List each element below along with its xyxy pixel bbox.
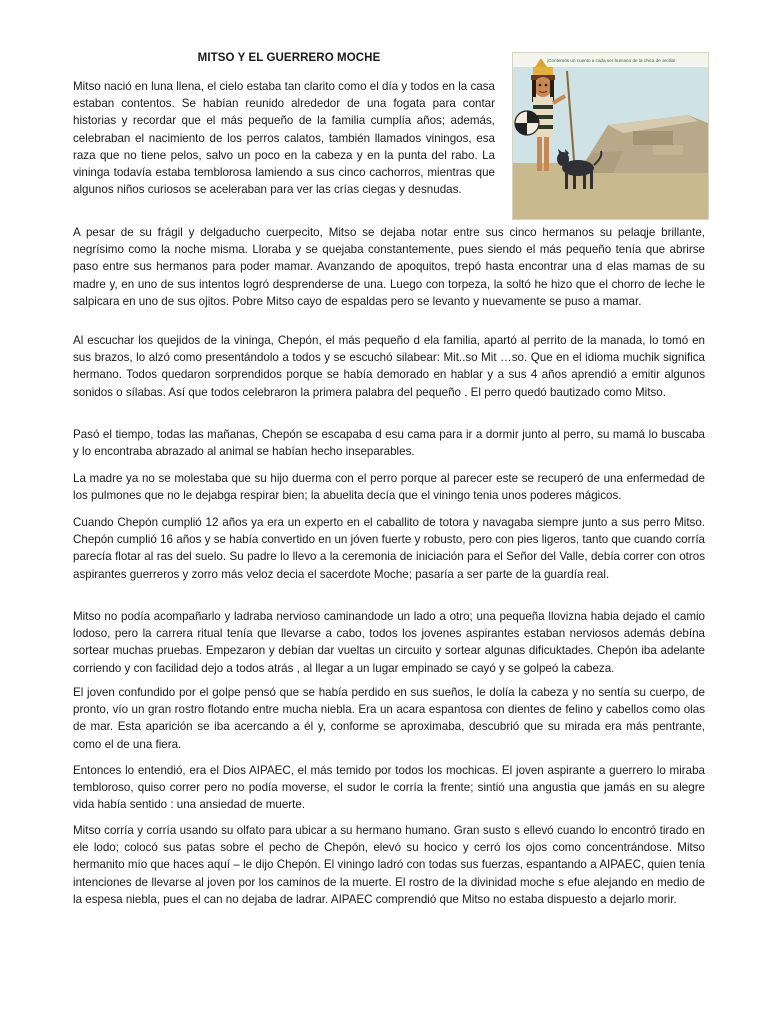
paragraph-8: El joven confundido por el golpe pensó que se había perdido en sus sueños, le dolía la cabeza y no sentía su cuerpo, de pronto, vío un gran rostro flotando entre mucha niebla. Era un acara espantosa con dientes de felino y cabellos como olas de mar. Esta aparición se iba acercando a él y, conforme se aproximaba, descubrió que su mirada era más pentrante, como el de una fiera. (73, 686, 705, 751)
paragraph-5: La madre ya no se molestaba que su hijo duerma con el perro porque al parecer este se recuperó de una enfermedad de los pulmones que no le dejabga respirar bien; la abuelita decía que el viningo tenia unos poderes mágicos. (73, 472, 705, 503)
paragraph-9: Entonces lo entendió, era el Dios AIPAEC, el más temido por todos los mochicas. El joven aspirante a guerrero lo miraba tembloroso, quiso correr pero no podía moverse, el sudor le corría la frente; sintió una angustia que jamás en su alegre vida había sentido : una ansiedad de muerte. (73, 764, 705, 812)
paragraph-6: Cuando Chepón cumplió 12 años ya era un experto en el caballito de totora y navagaba siempre junto a sus perro Mitso. Chepón cumplió 16 años y se había convertido en un jóven fuerte y robusto, pero con pies ligeros, tanto que cuando corría parecía flotar al ras del suelo. Su padre lo llevo a la ceremonia de iniciación para el Señor del Valle, debía correr con otros aspirantes guerreros y zorro más veloz decia el sacerdote Moche; pasaría a ser parte de la guardía real. (73, 516, 705, 581)
story-illustration (512, 52, 709, 220)
paragraph-7: Mitso no podía acompañarlo y ladraba nervioso caminandode un lado a otro; una pequeña llovizna habia dejado el camio lodoso, pero la carrera ritual tenía que llevarse a cabo, todos los jovenes aspirantes estaban nerviosos además debína sortear muchas pruebas. Empezaron y debían dar vueltas un circuito y sortear algunas dificuktades. Chepón iba adelante corriendo y con facilidad dejo a todos atrás , al llegar a un lugar empinado se cayó y se golpeó la cabeza. (73, 610, 705, 675)
paragraph-10: Mitso corría y corría usando su olfato para ubicar a su hermano humano. Gran susto s ellevó cuando lo encontró tirado en ele lodo; colocó sus patas sobre el pecho de Chepón, elevó su hocico y cerró los ojos como concentrándose. Mitso hermanito mío que haces aquí – le dijo Chepón. El viningo ladró con todas sus fuerzas, espantando a AIPAEC, quien tenía intenciones de llevarse al joven por los caminos de la muerte. El rostro de la divinidad moche s efue alejando en medio de la espesa niebla, pues el can no dejaba de ladrar. AIPAEC comprendió que Mitso no estaba dispuesto a dejarlo morir. (73, 824, 705, 906)
illustration-caption: ¡Contemos un cuento a cada ser humano de la chica de arcilla! (546, 58, 676, 63)
document-title: MITSO Y EL GUERRERO MOCHE (197, 52, 381, 64)
paragraph-3: Al escuchar los quejidos de la vininga, Chepón, el más pequeño d ela familia, apartó al perrito de la manada, lo tomó en sus brazos, lo alzó como presentándolo a todos y se escuchó silabear: Mit..so Mit …so. Que en el idioma muchik significa hermano. Todos quedaron sorprendidos porque se había demorado en hablar y a sus 4 años aprendió a emitir algunos sonidos o sílabas. Así que todos celebraron la primera palabra del pequeño . El perro quedó bautizado como Mitso. (73, 334, 705, 399)
moche-warrior-illustration (513, 53, 708, 219)
paragraph-1: Mitso nació en luna llena, el cielo estaba tan clarito como el día y todos en la casa estaban contentos. Se habían reunido alrededor de una fogata para contar historias y recordar que el más pequeño de la familia cumplía años; además, celebraban el nacimiento de los perros calatos, también llamados viningos, esa raza que no tiene pelos, salvo un poco en la cabeza y en la punta del rabo. La vininga todavía estaba temblorosa lamiendo a sus cinco cachorros, mientras que algunos niños curiosos se aceleraban para ver las crías ciegas y desnudas. (73, 80, 495, 197)
paragraph-2: A pesar de su frágil y delgaducho cuerpecito, Mitso se dejaba notar entre sus cinco hermanos su pelaqje brillante, negrísimo como la noche misma. Lloraba y se quejaba constantemente, pues siendo el más pequeño tenía que abrirse paso entre sus hermanos para poder mamar. Avanzando de apoquitos, trepó hasta encontrar una d elas mamas de su madre y, en uno de sus intentos logró desprenderse de una. Luego con torpeza, la soltó he hizo que el chorro de leche le salpicara en uno de sus ojitos. Pobre Mitso cayo de espaldas pero se levanto y nuevamente se puso a mamar. (73, 226, 705, 308)
paragraph-4: Pasó el tiempo, todas las mañanas, Chepón se escapaba d esu cama para ir a dormir junto al perro, su mamá lo buscaba y lo encontraba abrazado al animal se habían hecho inseparables. (73, 428, 705, 459)
